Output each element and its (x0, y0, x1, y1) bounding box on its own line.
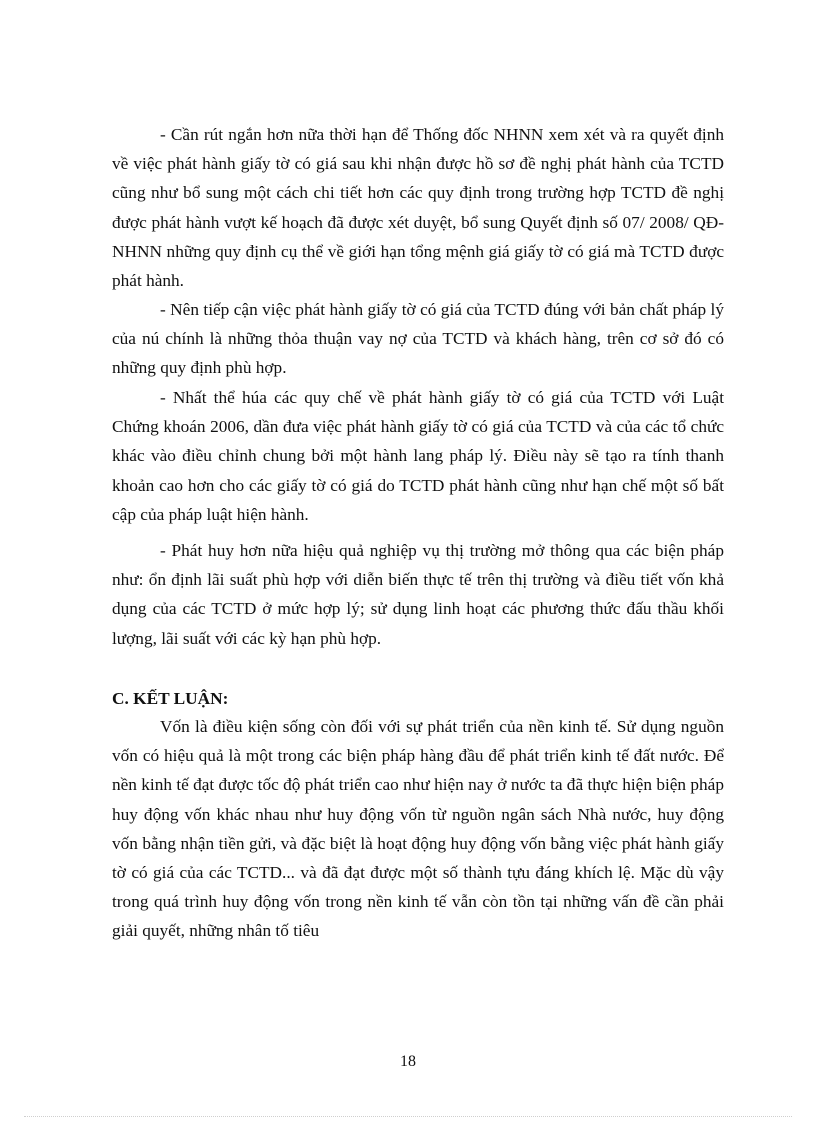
page-bottom-divider (24, 1116, 792, 1117)
paragraph-3: - Nhất thể húa các quy chế về phát hành giấy tờ có giá của TCTD với Luật Chứng khoán 2006, dần đưa việc phát hành giấy tờ có giá của TCTD và của các tổ chức khác vào điều chỉnh chung bởi một hành lang pháp lý. Điều này sẽ tạo ra tính thanh khoản cao hơn cho các giấy tờ có giá do TCTD phát hành cũng như hạn chế một số bất cập của pháp luật hiện hành. (112, 388, 724, 524)
paragraph-2: - Nên tiếp cận việc phát hành giấy tờ có giá của TCTD đúng với bản chất pháp lý của nú chính là những thỏa thuận vay nợ của TCTD và khách hàng, trên cơ sở đó có những quy định phù hợp. (112, 300, 724, 378)
paragraph-4: - Phát huy hơn nữa hiệu quả nghiệp vụ thị trường mở thông qua các biện pháp như: ổn định lãi suất phù hợp với diễn biến thực tế trên thị trường và điều tiết vốn khả dụng của các TCTD ở mức hợp lý; sử dụng linh hoạt các phương thức đấu thầu khối lượng, lãi suất với các kỳ hạn phù hợp. (112, 541, 724, 648)
paragraph-1: - Cần rút ngắn hơn nữa thời hạn để Thống đốc NHNN xem xét và ra quyết định về việc phát hành giấy tờ có giá sau khi nhận được hồ sơ đề nghị phát hành của TCTD cũng như bổ sung một cách chi tiết hơn các quy định trong trường hợp TCTD đề nghị được phát hành vượt kế hoạch đã được xét duyệt, bổ sung Quyết định số 07/ 2008/ QĐ-NHNN những quy định cụ thể về giới hạn tổng mệnh giá giấy tờ có giá mà TCTD được phát hành. (112, 125, 724, 291)
section-heading: C. KẾT LUẬN: (112, 689, 229, 708)
page-number: 18 (400, 1053, 416, 1070)
conclusion-paragraph: Vốn là điều kiện sống còn đối với sự phát triển của nền kinh tế. Sử dụng nguồn vốn có hiệu quả là một trong các biện pháp hàng đầu để phát triển kinh tế đất nước. Để nền kinh tế đạt được tốc độ phát triển cao như hiện nay ở nước ta đã thực hiện biện pháp huy động vốn khác nhau như huy động vốn từ nguồn ngân sách Nhà nước, huy động vốn bằng nhận tiền gửi, và đặc biệt là hoạt động huy động vốn bằng việc phát hành giấy tờ có giá của các TCTD... và đã đạt được một số thành tựu đáng khích lệ. Mặc dù vậy trong quá trình huy động vốn trong nền kinh tế vẫn còn tồn tại những vấn đề cần phải giải quyết, những nhân tố tiêu (112, 717, 724, 941)
